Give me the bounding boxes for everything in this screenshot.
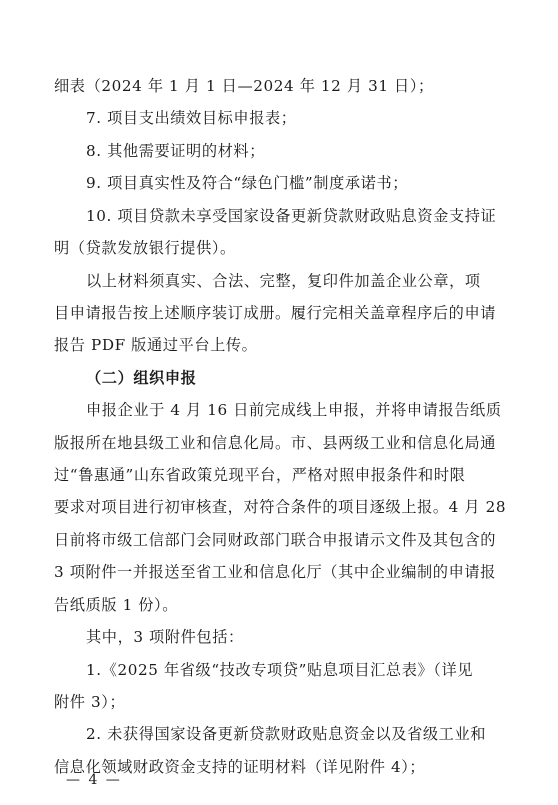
text-line: 要求对项目进行初审核查，对符合条件的项目逐级上报。4 月 28 xyxy=(54,498,507,516)
list-item-2: 2. 未获得国家设备更新贷款财政贴息资金以及省级工业和 xyxy=(86,725,487,743)
list-item-8: 8. 其他需要证明的材料； xyxy=(86,142,265,160)
paragraph-line: 其中，3 项附件包括： xyxy=(86,628,244,646)
section-heading: （二）组织申报 xyxy=(86,369,197,387)
text-line: 日前将市级工信部门会同财政部门联合申报请示文件及其包含的 xyxy=(54,531,497,549)
list-item-7: 7. 项目支出绩效目标申报表； xyxy=(86,109,297,127)
text-line: 目申请报告按上述顺序装订成册。履行完相关盖章程序后的申请 xyxy=(54,304,497,322)
page-number: — 4 — xyxy=(66,772,122,788)
list-item-1: 1.《2025 年省级“技改专项贷”贴息项目汇总表》（详见 xyxy=(86,661,474,679)
text-line: 细表（2024 年 1 月 1 日—2024 年 12 月 31 日）； xyxy=(54,77,434,95)
text-line: 告纸质版 1 份）。 xyxy=(54,596,179,614)
text-line: 过“鲁惠通”山东省政策兑现平台，严格对照申报条件和时限 xyxy=(54,466,466,484)
list-item-9: 9. 项目真实性及符合“绿色门槛”制度承诺书； xyxy=(86,174,409,192)
text-line: 3 项附件一并报送至省工业和信息化厅（其中企业编制的申请报 xyxy=(54,563,496,581)
text-line: 报告 PDF 版通过平台上传。 xyxy=(54,336,258,354)
list-item-10: 10. 项目贷款未享受国家设备更新贷款财政贴息资金支持证 xyxy=(86,207,497,225)
text-line: 明（贷款发放银行提供）。 xyxy=(54,239,236,257)
paragraph-line: 以上材料须真实、合法、完整，复印件加盖企业公章，项 xyxy=(86,272,481,290)
text-line: 信息化领域财政资金支持的证明材料（详见附件 4）； xyxy=(54,758,426,776)
text-line: 附件 3）； xyxy=(54,693,126,711)
text-line: 版报所在地县级工业和信息化局。市、县两级工业和信息化局通 xyxy=(54,434,497,452)
paragraph-line: 申报企业于 4 月 16 日前完成线上申报，并将申请报告纸质 xyxy=(86,401,502,419)
